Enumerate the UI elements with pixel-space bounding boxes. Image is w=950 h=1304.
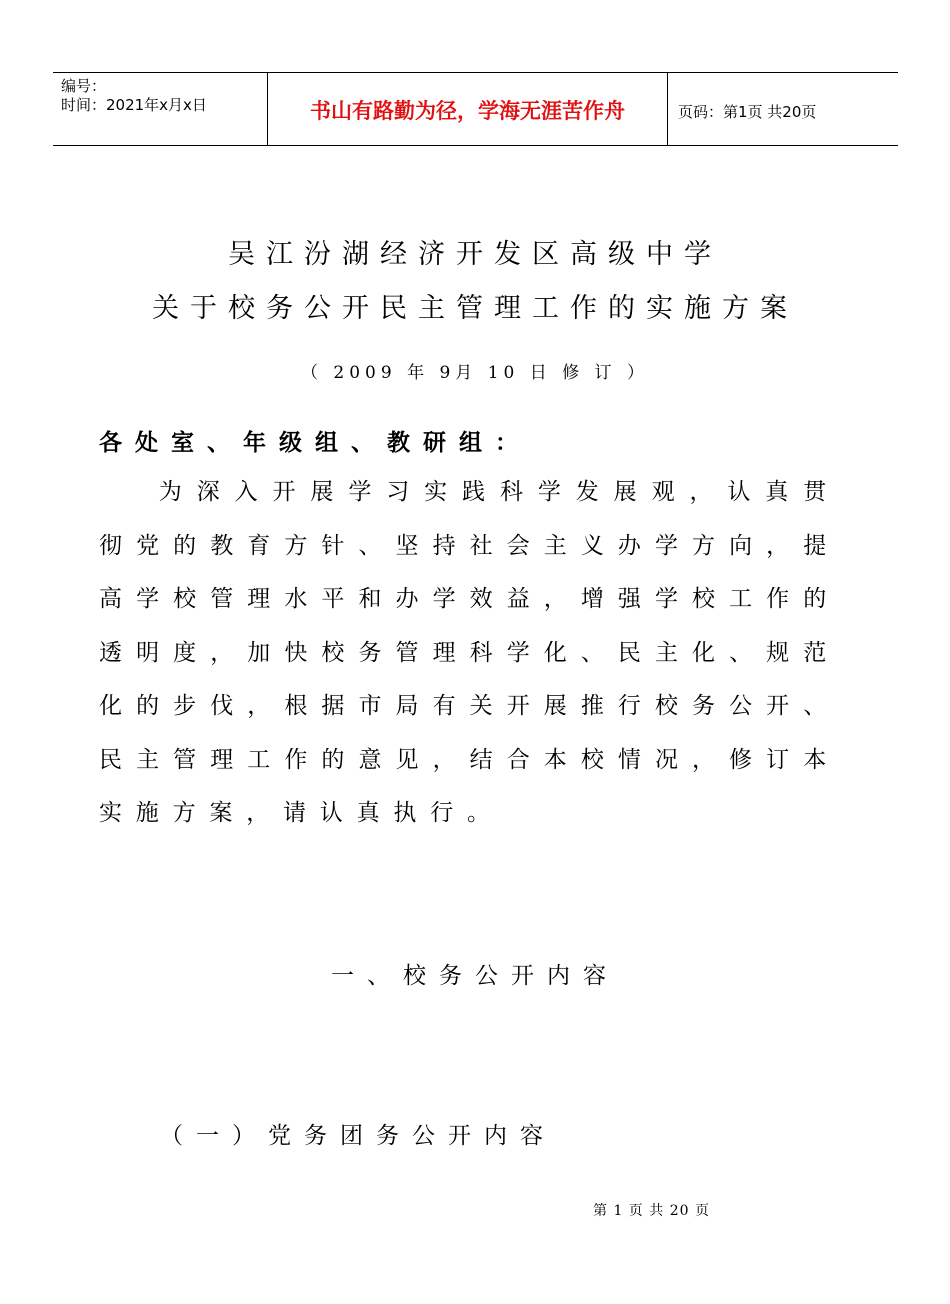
revision-date: （ 2009 年 9月 10 日 修 订 ） [301, 363, 649, 383]
header-motto: 书山有路勤为径，学海无涯苦作舟 [310, 99, 625, 123]
document-time-label: 时间：2021年x月x日 [61, 96, 207, 114]
header-page-info: 页码：第1页 共20页 [678, 103, 817, 121]
salutation: 各处室、年级组、教研组： [99, 430, 531, 456]
document-number-label: 编号： [61, 77, 107, 95]
page-footer: 第 1 页 共 20 页 [593, 1203, 710, 1219]
subsection-heading: （一）党务团务公开内容 [160, 1123, 556, 1149]
header-divider [667, 73, 668, 145]
document-title-line1: 吴江汾湖经济开发区高级中学 [228, 239, 722, 270]
body-paragraph: 为深入开展学习实践科学发展观，认真贯彻党的教育方针、坚持社会主义办学方向，提高学校管理水平和办学效益，增强学校工作的透明度，加快校务管理科学化、民主化、规范化的步伐，根据市局有关开展推行校务公开、民主管理工作的意见，结合本校情况，修订本实施方案，请认真执行。 [99, 479, 840, 826]
page-header [53, 72, 898, 146]
section-heading: 一、校务公开内容 [331, 963, 619, 989]
header-meta [61, 77, 207, 115]
document-title-line2: 关于校务公开民主管理工作的实施方案 [152, 293, 798, 324]
